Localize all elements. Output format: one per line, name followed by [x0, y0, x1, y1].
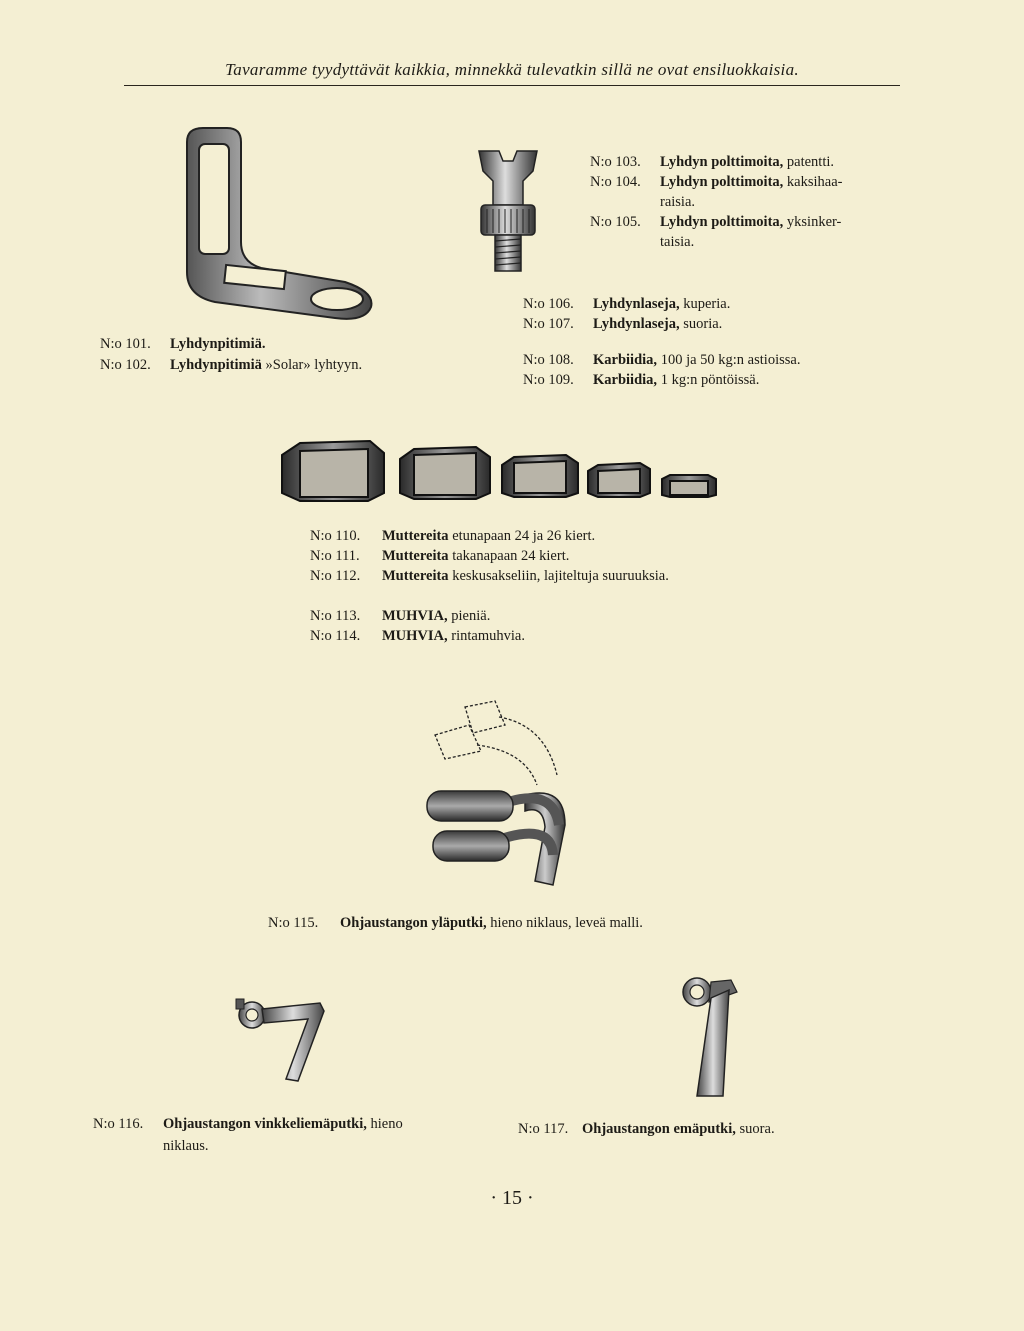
item-108: N:o 108. Karbiidia, 100 ja 50 kg:n astioissa.	[523, 352, 801, 368]
item-117: N:o 117. Ohjaustangon emäputki, suora.	[518, 1121, 775, 1137]
item-116: N:o 116. Ohjaustangon vinkkeliemäputki, hieno niklaus.	[93, 1113, 403, 1157]
item-103: N:o 103. Lyhdyn polttimoita, patentti.	[590, 154, 835, 170]
items-110-114	[310, 526, 669, 646]
item-113: N:o 113. MUHVIA, pieniä.	[310, 608, 491, 624]
items-103-105	[590, 152, 842, 252]
item-102: N:o 102. Lyhdynpitimiä »Solar» lyhtyyn.	[100, 357, 363, 373]
item-110: N:o 110. Muttereita etunapaan 24 ja 26 kiert.	[310, 528, 596, 544]
item-105-cont: taisia.	[660, 234, 695, 250]
items-101-102	[100, 334, 362, 376]
lamp-holder-illustration	[175, 122, 375, 322]
item-114: N:o 114. MUHVIA, rintamuhvia.	[310, 628, 525, 644]
item-107: N:o 107. Lyhdynlaseja, suoria.	[523, 316, 723, 332]
item-116-cont: niklaus.	[163, 1138, 209, 1154]
item-105: N:o 105. Lyhdyn polttimoita, yksinker-	[590, 214, 842, 230]
straight-stem-illustration	[675, 972, 745, 1102]
item-101: N:o 101. Lyhdynpitimiä.	[100, 336, 266, 352]
lamp-burner-illustration	[473, 145, 543, 275]
item-106: N:o 106. Lyhdynlaseja, kuperia.	[523, 296, 731, 312]
item-112: N:o 112. Muttereita keskusakseliin, lajiteltuja suuruuksia.	[310, 568, 669, 584]
header-rule	[124, 85, 900, 86]
items-106-109	[523, 294, 800, 390]
item-104-cont: raisia.	[660, 194, 696, 210]
handlebar-illustration	[425, 695, 605, 895]
item-115: N:o 115. Ohjaustangon yläputki, hieno niklaus, leveä malli.	[268, 915, 643, 931]
page-number: · 15 ·	[490, 1187, 534, 1209]
item-109: N:o 109. Karbiidia, 1 kg:n pöntöissä.	[523, 372, 760, 388]
angled-stem-illustration	[232, 995, 332, 1085]
item-111: N:o 111. Muttereita takanapaan 24 kiert.	[310, 548, 570, 564]
page-header: Tavaramme tyydyttävät kaikkia, minnekkä tulevatkin sillä ne ovat ensiluokkaisia.	[225, 60, 799, 79]
item-104: N:o 104. Lyhdyn polttimoita, kaksihaa-	[590, 174, 843, 190]
nuts-illustration	[280, 437, 730, 507]
